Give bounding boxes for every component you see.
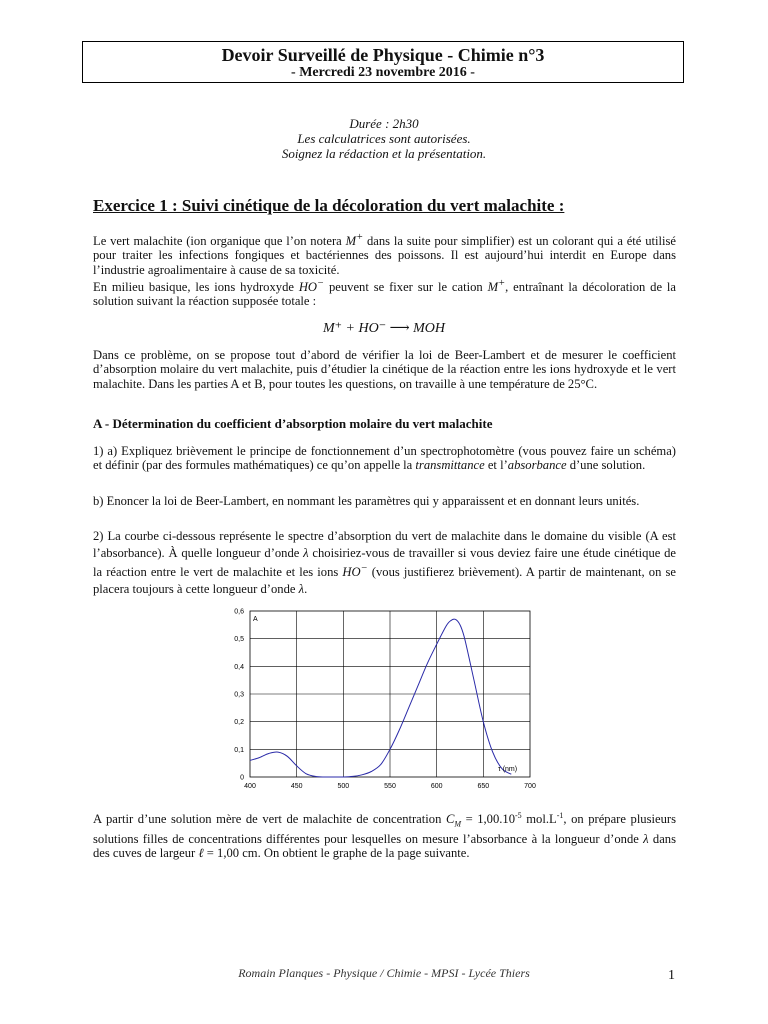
y-tick-label: 0,2 bbox=[234, 719, 244, 727]
calculator-note: Les calculatrices sont autorisées. bbox=[297, 131, 471, 146]
question-3: A partir d’une solution mère de vert de malachite de concentration $C_M = 1,00.10^{-5}$ $mol.L^{-1}$, on prépare plusieurs solutions filles de concentrations différentes pour lesquelles on mesure l’absorbance à la longueur d’onde λ dans des cuves de largeur ℓ = 1,00 cm. On obtient le graphe de la page suivante. bbox=[93, 811, 677, 861]
x-tick-label: 600 bbox=[430, 783, 443, 790]
duration: Durée : 2h30 bbox=[349, 116, 419, 131]
exercise-title: Exercice 1 : Suivi cinétique de la décoloration du vert malachite : bbox=[93, 196, 565, 215]
reaction-equation: M⁺ + HO⁻ ⟶ MOH bbox=[322, 321, 446, 336]
x-tick-label: 550 bbox=[384, 783, 396, 790]
paragraph-intro: Le vert malachite (ion organique que l’on notera M+ dans la suite pour simplifier) est un colorant qui a été utilisé pour traiter les infections fongiques et bactériennes des poissons. Il est aujourd’hui interdit en Europe dans l’industrie agroalimentaire à cause de sa toxicité. bbox=[93, 232, 676, 277]
x-tick-label: 650 bbox=[477, 783, 490, 790]
x-tick-label: 400 bbox=[244, 783, 256, 790]
y-tick-label: 0,1 bbox=[234, 746, 244, 754]
page-number: 1 bbox=[668, 968, 675, 983]
y-tick-label: 0 bbox=[240, 774, 244, 782]
question-1b: b) Enoncer la loi de Beer-Lambert, en nommant les paramètres qui y apparaissent et en donnant leurs unités. bbox=[93, 494, 640, 508]
y-tick-label: 0,4 bbox=[234, 663, 244, 671]
spectrum-curve bbox=[250, 619, 511, 777]
page-title: Devoir Surveillé de Physique - Chimie n°3 bbox=[221, 45, 545, 65]
x-axis-label: τ (nm) bbox=[498, 766, 518, 773]
absorption-spectrum-chart bbox=[222, 600, 552, 796]
y-tick-label: 0,5 bbox=[234, 636, 244, 644]
presentation-note: Soignez la rédaction et la présentation. bbox=[281, 146, 487, 161]
paragraph-basic: En milieu basique, les ions hydroxyde HO− peuvent se fixer sur le cation M+, entraînant la décoloration de la solution suivant la réaction supposée totale : bbox=[93, 278, 677, 309]
paragraph-problem: Dans ce problème, on se propose tout d’abord de vérifier la loi de Beer-Lambert et de mesurer le coefficient d’absorption molaire du vert malachite, puis d’étudier la cinétique de la réaction entre les ions hydroxyde et le vert malachite. Dans les parties A et B, pour toutes les questions, on travaille à une température de 25°C. bbox=[93, 348, 676, 391]
x-tick-label: 700 bbox=[524, 783, 536, 790]
y-tick-label: 0,6 bbox=[234, 608, 244, 616]
question-2: 2) La courbe ci-dessous représente le spectre d’absorption du vert de malachite dans le domaine du visible (A est l’absorbance). À quelle longueur d’onde λ choisiriez-vous de travailler si vous deviez faire une étude cinétique de la réaction entre le vert de malachite et les ions HO− (vous justifierez brièvement). A partir de maintenant, on se placera toujours à cette longueur d’onde λ. bbox=[93, 529, 676, 596]
part-a-title: A - Détermination du coefficient d’absorption molaire du vert malachite bbox=[93, 416, 493, 431]
exam-info bbox=[0, 116, 768, 161]
x-tick-label: 500 bbox=[337, 783, 350, 790]
x-tick-label: 450 bbox=[290, 783, 303, 790]
page-date: - Mercredi 23 novembre 2016 - bbox=[291, 65, 475, 80]
y-tick-label: 0,3 bbox=[234, 691, 244, 699]
title-box bbox=[82, 41, 684, 83]
question-1a: 1) a) Expliquez brièvement le principe de fonctionnement d’un spectrophotomètre (vous pouvez faire un schéma) et définir (par des formules mathématiques) ce qu’on appelle la transmittance et l’absorbance d’une solution. bbox=[93, 444, 676, 473]
footer: Romain Planques - Physique / Chimie - MPSI - Lycée Thiers bbox=[238, 966, 530, 980]
y-axis-label: A bbox=[253, 616, 258, 623]
